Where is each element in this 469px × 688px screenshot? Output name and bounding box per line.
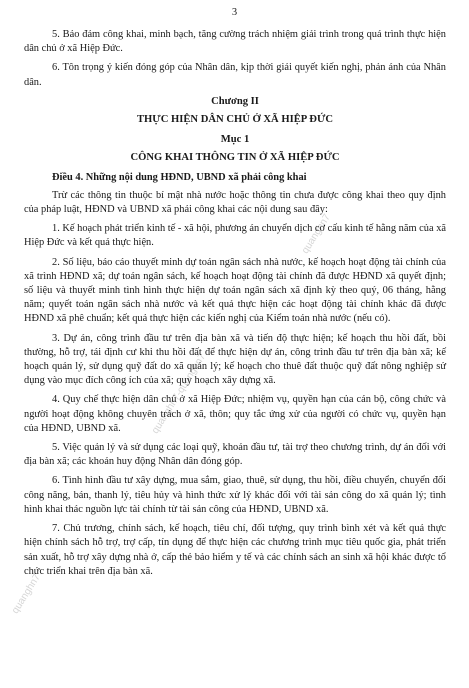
article-title: Điều 4. Những nội dung HĐND, UBND xã phải công khai [52,171,307,183]
watermark: quanghn7 [10,572,43,616]
paragraph: 5. Việc quản lý và sử dụng các loại quỹ, khoản đầu tư, tài trợ theo chương trình, dự án đối với địa bàn xã; các khoản huy động Nhân dân đóng góp. [24,442,446,468]
paragraph: 7. Chủ trương, chính sách, kế hoạch, tiêu chí, đối tượng, quy trình bình xét và kết quả thực hiện chính sách hỗ trợ, trợ cấp, tín dụng để thực hiện các chương trình mục tiêu quốc gia, phát triển sản xuất, hỗ trợ xây dựng nhà ở, cấp thẻ bảo hiểm y tế và các chính sách an sinh xã hội khác được tổ chức triển khai trên địa bàn xã. [24,523,446,577]
paragraph: 6. Tôn trọng ý kiến đóng góp của Nhân dân, kịp thời giải quyết kiến nghị, phản ánh của Nhân dân. [24,62,446,88]
section-heading: Mục 1 [220,134,250,146]
paragraph: 3. Dự án, công trình đầu tư trên địa bàn xã và tiến độ thực hiện; kế hoạch thu hồi đất, bồi thường, hỗ trợ, tái định cư khi thu hồi đất để thực hiện dự án, công trình đầu tư trên địa bàn xã; kế hoạch quản lý, sử dụng quỹ đất do xã quản lý; kế hoạch cho thuê đất thuộc quỹ đất nông nghiệp sử dụng vào mục đích công ích của xã; quy hoạch xây dựng xã. [24,332,446,387]
watermark: quanghn7-quanghn7 [150,351,209,436]
paragraph: 2. Số liệu, báo cáo thuyết minh dự toán ngân sách nhà nước, kế hoạch hoạt động tài chính của xã trình HĐND xã; dự toán ngân sách, kế hoạch hoạt động tài chính đã được HĐND xã quyết định; số liệu và thuyết minh tình hình thực hiện dự toán ngân sách xã định kỳ theo quý, 06 tháng, hằng năm; quyết toán ngân sách nhà nước và kết quả thực hiện các hoạt động tài chính khác đã được HĐND xã phê chuẩn; kết quả thực hiện các kiến nghị của Kiểm toán nhà nước (nếu có). [24,256,446,325]
paragraph: 4. Quy chế thực hiện dân chủ ở xã Hiệp Đức; nhiệm vụ, quyền hạn của cán bộ, công chức và người hoạt động không chuyên trách ở xã, thôn; quy tắc ứng xử của người có chức vụ, quyền hạn của HĐND, UBND xã. [24,394,446,434]
paragraph: Trừ các thông tin thuộc bí mật nhà nước hoặc thông tin chưa được công khai theo quy định của pháp luật, HĐND và UBND xã phải công khai các nội dung sau đây: [24,189,446,216]
page-number: 3 [231,7,238,18]
section-title: CÔNG KHAI THÔNG TIN Ở XÃ HIỆP ĐỨC [130,152,340,164]
chapter-heading: Chương II [211,95,259,107]
paragraph: 5. Bảo đảm công khai, minh bạch, tăng cường trách nhiệm giải trình trong quá trình thực hiện dân chủ ở xã Hiệp Đức. [24,29,446,55]
paragraph: 6. Tình hình đầu tư xây dựng, mua sắm, giao, thuê, sử dụng, thu hồi, điều chuyển, chuyển đổi công năng, bán, thanh lý, tiêu hủy và hình thức xử lý khác đối với tài sản công do xã quản lý; tình hình khai thác nguồn lực tài chính từ tài sản công của HĐND, UBND xã. [24,475,446,515]
paragraph: 1. Kế hoạch phát triển kinh tế - xã hội, phương án chuyển dịch cơ cấu kinh tế hằng năm của xã Hiệp Đức và kết quả thực hiện. [24,223,446,249]
document-body [24,28,446,584]
watermark: quanghn7 [300,212,333,256]
chapter-title: THỰC HIỆN DÂN CHỦ Ở XÃ HIỆP ĐỨC [136,114,334,126]
